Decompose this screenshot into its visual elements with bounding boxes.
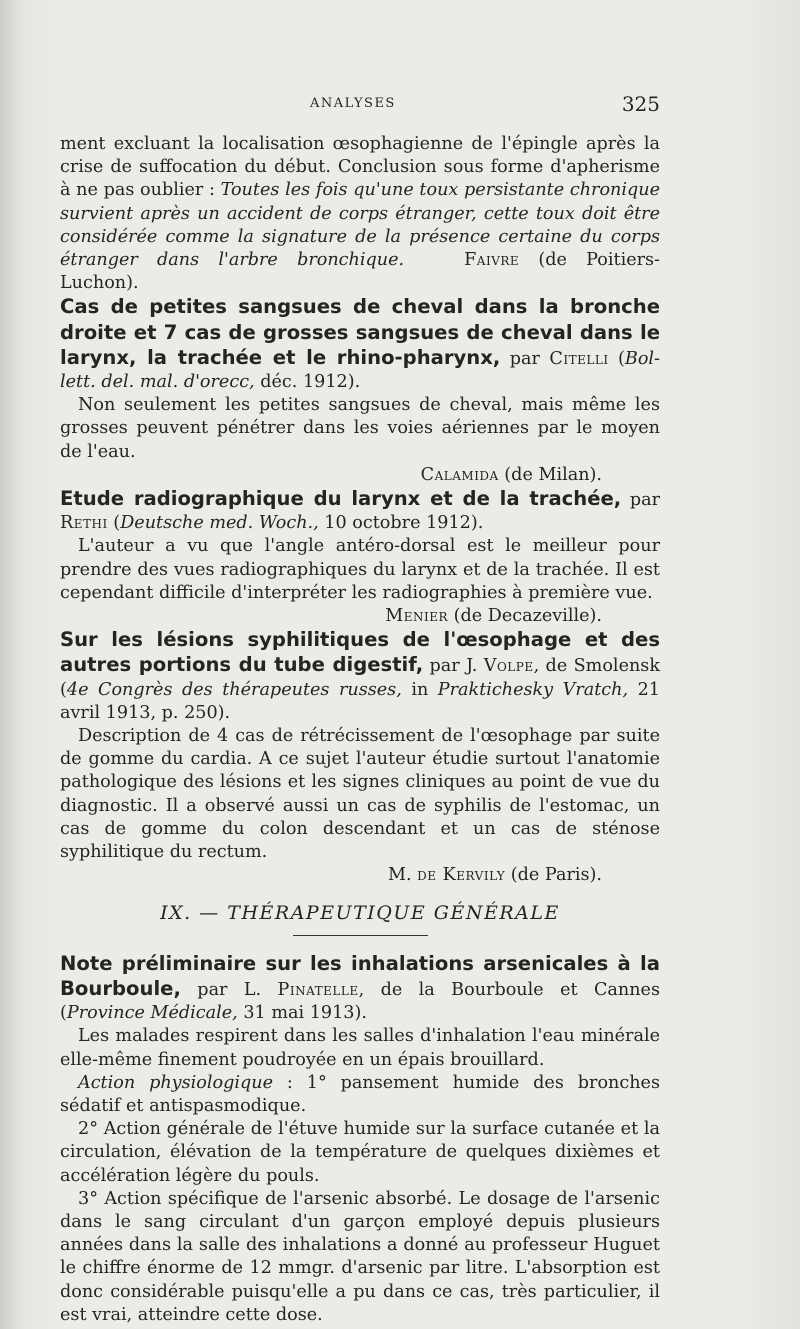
page-header [60, 92, 660, 116]
entry-arsenic-paragraph-4: 3° Action spécifique de l'arsenic absorbé. Le dosage de l'arsenic dans le sang circulant d'un garçon employé depuis plusieurs années dans la salle des inhalations a donné au professeur Huguet le chiffre énorme de 12 mmgr. d'arsenic par litre. L'absorption est donc considérable puisqu'elle a pu dans ce cas, très particulier, il est vrai, atteindre cette dose. [60, 1188, 660, 1325]
entry-leeches-signature: Calamida (de Milan). [420, 464, 602, 485]
entry-arsenic: Note préliminaire sur les inhalations arsenicales à la Bourboule, par L. Pinatelle, de la Bourboule et Cannes (Province Médicale, 31 mai 1913). [60, 951, 661, 1024]
entry-syphilis-abstract: Description de 4 cas de rétrécissement de l'œsophage par suite de gomme du cardia. A ce sujet l'auteur étudie surtout l'anatomie pathologique des lésions et les signes cliniques au point de vue du diagnostic. Il a observé aussi un cas de syphilis de l'estomac, un cas de gomme du colon descendant et un cas de sténose syphilitique du rectum. [60, 726, 660, 863]
page-body [60, 133, 660, 1327]
entry-leeches: Cas de petites sangsues de cheval dans la bronche droite et 7 cas de grosses sangsues de cheval dans le larynx, la trachée et le rhino-pharynx, par Citelli (Bol-lett. del. mal. d'orecc, déc. 1912). [60, 295, 660, 393]
continuation-author-place: (de Poitiers-Luchon). [60, 250, 661, 294]
entry-arsenic-journal: Province Médicale, [66, 1003, 238, 1024]
entry-leeches-author: Citelli [549, 348, 609, 369]
entry-syphilis-author: Volpe [483, 656, 534, 677]
entry-radiography: Etude radiographique du larynx et de la trachée, par Rethi (Deutsche med. Woch., 10 octobre 1912). [60, 487, 660, 534]
entry-radiography-journal: Deutsche med. Woch., [120, 513, 319, 534]
running-head: ANALYSES [310, 96, 396, 111]
continuation-paragraph: ment excluant la localisation œsophagienne de l'épingle après la crise de suffocation du début. Conclusion sous forme d'apherisme à ne pas oublier : Toutes les fois qu'une toux persistante chronique survient après un accident de corps étranger, cette toux doit être considérée comme la signature de la présence certaine du corps étranger dans l'arbre bronchique. Faivre (de Poitiers-Luchon). [60, 134, 661, 294]
entry-leeches-journal: Bol-lett. del. mal. d'orecc, [60, 348, 660, 393]
entry-leeches-abstract: Non seulement les petites sangsues de cheval, mais même les grosses peuvent pénétrer dans les voies aériennes par le moyen de l'eau. [60, 395, 660, 462]
continuation-author: Faivre [464, 250, 520, 271]
entry-radiography-signature: Menier (de Decazeville). [385, 606, 602, 627]
entry-radiography-title: Etude radiographique du larynx et de la trachée, [60, 487, 622, 511]
entry-syphilis-journal: Praktichesky Vratch, [437, 679, 629, 700]
section-divider [293, 935, 428, 936]
entry-arsenic-author: Pinatelle [277, 979, 359, 1000]
page-number: 325 [621, 92, 660, 116]
entry-arsenic-title: Note préliminaire sur les inhalations arsenicales à la Bourboule, [60, 951, 660, 1000]
section-heading: IX. — THÉRAPEUTIQUE GÉNÉRALE [160, 901, 560, 924]
entry-radiography-author: Rethi [60, 513, 108, 534]
entry-syphilis-signature: M. de Kervily (de Paris). [387, 865, 602, 886]
entry-syphilis-congress: Congrès des thérapeutes russes, [88, 679, 402, 700]
entry-syphilis: Sur les lésions syphilitiques de l'œsophage et des autres portions du tube digestif, par J. Volpe, de Smolensk (4e Congrès des thérapeutes russes, in Praktichesky Vratch, 21 avril 1913, p. 250). [60, 628, 660, 723]
entry-arsenic-paragraph-3: 2° Action générale de l'étuve humide sur la surface cutanée et la circulation, élévation de la température de quelques dixièmes et accélération légère du pouls. [60, 1119, 660, 1186]
entry-radiography-abstract: L'auteur a vu que l'angle antéro-dorsal est le meilleur pour prendre des vues radiographiques du larynx et de la trachée. Il est cependant difficile d'interpréter les radiographies à première vue. [60, 536, 660, 603]
entry-syphilis-title: Sur les lésions syphilitiques de l'œsophage et des autres portions du tube digestif, [60, 628, 660, 677]
entry-leeches-title: Cas de petites sangsues de cheval dans la bronche droite et 7 cas de grosses sangsues de cheval dans le larynx, la trachée et le rhino-pharynx, [60, 295, 660, 369]
entry-arsenic-paragraph-1: Les malades respirent dans les salles d'inhalation l'eau minérale elle-même finement poudroyée en un épais brouillard. [60, 1026, 660, 1070]
continuation-italic-quote: Toutes les fois qu'une toux persistante chronique survient après un accident de corps étranger, cette toux doit être considérée comme la signature de la présence certaine du corps étranger dans l'arbre bronchique. [60, 180, 660, 271]
entry-arsenic-paragraph-2: Action physiologique : 1° pansement humide des bronches sédatif et antispasmodique. [60, 1072, 660, 1116]
